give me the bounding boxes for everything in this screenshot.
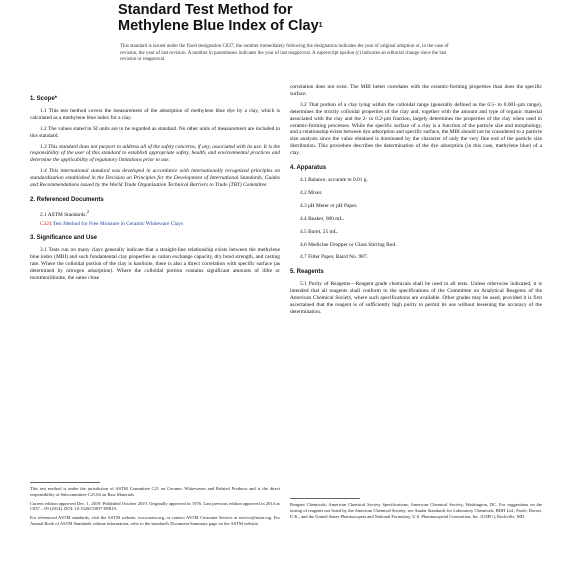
astm-standards-label — [40, 209, 280, 219]
left-column — [30, 88, 280, 286]
footnote-3: Reagent Chemicals, American Chemical Society Specifications, American Chemical Society, Washington, DC. For suggestions on the testing of reagents not listed by the American Chemical Society, see Analar Standards for Laboratory Chemicals, BDH Ltd., Poole, Dorset, U.K., and the United States Pharmacopeia and National Formulary, U.S. Pharmacopeial Convention, Inc. (USPC), Rockville, MD. — [290, 502, 542, 519]
right-column — [290, 84, 542, 320]
section-heading-scope: 1. Scope* — [30, 96, 58, 102]
para-1-2: 1.2 The values stated in SI units are to be regarded as standard. No other units of measurement are included in this standard. — [30, 125, 280, 139]
para-1-1: 1.1 This test method covers the measurement of the adsorption of methylene blue dye by a clay, which is calculated as a methylene blue index for a clay. — [30, 107, 280, 121]
section-heading-significance: 3. Significance and Use — [30, 235, 98, 242]
apparatus-item: 4.7 Filter Paper, Baird No. 987. — [300, 254, 368, 261]
footnote-rule-right — [290, 498, 360, 499]
reference-c324[interactable] — [40, 221, 280, 228]
section-heading-reagents: 5. Reagents — [290, 269, 324, 276]
apparatus-item: 4.2 Mixer. — [300, 189, 323, 196]
section-heading-referenced-documents: 2. Referenced Documents — [30, 196, 104, 203]
designation-notice: This standard is issued under the fixed designation C837; the number immediately following the designation indicates the year of original adoption or, in the case of revision, the year of last revision. A number in parentheses indicates the year of last reapproval. A superscript epsilon (ε) indicates an editorial change since the last revision or reapproval. — [120, 44, 449, 63]
para-3-1-continued: correlation does not exist. The MBI better correlates with the ceramic-forming properties than does the specific surface. — [290, 84, 542, 97]
para-1-4: 1.4 This international standard was developed in accordance with internationally recognized principles on standardization established in the Decision on Principles for the Development of International Standards, Guides and Recommendations issued by the World Trade Organization Technical Barriers to Trade (TBT) Committee. — [30, 168, 280, 189]
title-line-1: Standard Test Method for — [118, 2, 293, 18]
footnote-1b: Current edition approved Dec. 1, 2019. Published October 2019. Originally approved in 1976. Last previous edition approved in 2014 as C837 – 09 (2014). DOI: 10.1520/C0837-09R19. — [30, 500, 280, 512]
title-footnote-marker: 1 — [318, 22, 323, 29]
footnotes-right — [290, 502, 542, 522]
apparatus-item: 4.1 Balance, accurate to 0.01 g. — [300, 176, 368, 183]
reference-title-link[interactable]: Test Method for Free Moisture in Ceramic Whiteware Clays — [51, 220, 183, 227]
astm-standards-footnote: 2 — [86, 208, 90, 214]
apparatus-item: 4.6 Medicine Dropper or Glass Stirring Rod. — [300, 241, 397, 248]
apparatus-item: 4.5 Buret, 25 mL. — [300, 228, 339, 235]
title-line-2: Methylene Blue Index of Clay — [118, 18, 319, 34]
footnote-1: This test method is under the jurisdiction of ASTM Committee C21 on Ceramic Whitewares and Related Products and is the direct responsibility of Subcommittee C21.04 on Raw Materials. — [30, 486, 280, 497]
section-heading-apparatus: 4. Apparatus — [290, 165, 327, 172]
para-3-2: 3.2 That portion of a clay lying within the colloidal range (generally defined as the 0.5- to 0.001-µm range), determines the strictly colloidal properties of the clay and, together with the amount and type of organic material associated with the clay and the 2- to 0.2-µm fraction, largely determines the properties of the clay when used in ceramic-forming processes. While the specific surface of a clay is a function of the particle size and morphology, and a relationship exists between dye adsorption and specific surface, the MBI should not be considered to a particle size analysis since the value obtained is dominated by the character of only the very fine end of the particle size distribution. This procedure describes the determination of the dye adsorption (in this case, methylene blue) of a clay. — [290, 101, 542, 157]
astm-standards-text: 2.1 ASTM Standards: — [40, 211, 87, 218]
footnote-2: For referenced ASTM standards, visit the ASTM website, www.astm.org, or contact ASTM Customer Service at service@astm.org. For Annual Book of ASTM Standards volume information, refer to the standard's Document Summary page on the ASTM website. — [30, 515, 280, 526]
apparatus-item: 4.4 Beaker, 600 mL. — [300, 215, 345, 222]
para-1-3: 1.3 This standard does not purport to address all of the safety concerns, if any, associated with its use. It is the responsibility of the user of this standard to establish appropriate safety, health, and environmental practices and determine the applicability of regulatory limitations prior to use. — [30, 143, 280, 164]
footnote-rule-left — [30, 482, 100, 483]
apparatus-item: 4.3 pH Meter or pH Paper. — [300, 202, 358, 209]
footnotes-left — [30, 486, 280, 530]
reference-code-link[interactable]: C324 — [40, 220, 52, 227]
para-5-1: 5.1 Purity of Reagents—Reagent grade chemicals shall be used in all tests. Unless otherwise indicated, it is intended that all reagents shall conform to the specifications of the Committee on Analytical Reagents of the American Chemical Society, where such specifications are available. Other grades may be used, provided it is first ascertained that the reagent is of sufficiently high purity to permit its use without lessening the accuracy of the determination. — [290, 281, 542, 315]
document-title — [118, 2, 323, 34]
para-3-1: 3.1 Tests run on many clays generally indicate that a straight-line relationship exists between the methylene blue index (MBI) and such fundamental clay properties as cation exchange capacity, dry bond strength, and casting rate. Where the colloidal portion of the clay is kaolinite, there is also a direct correlation with specific surface (as determined by nitrogen adsorption). Where the colloidal portion contains significant amounts of illite or montmorillonite, the same close — [30, 247, 280, 282]
